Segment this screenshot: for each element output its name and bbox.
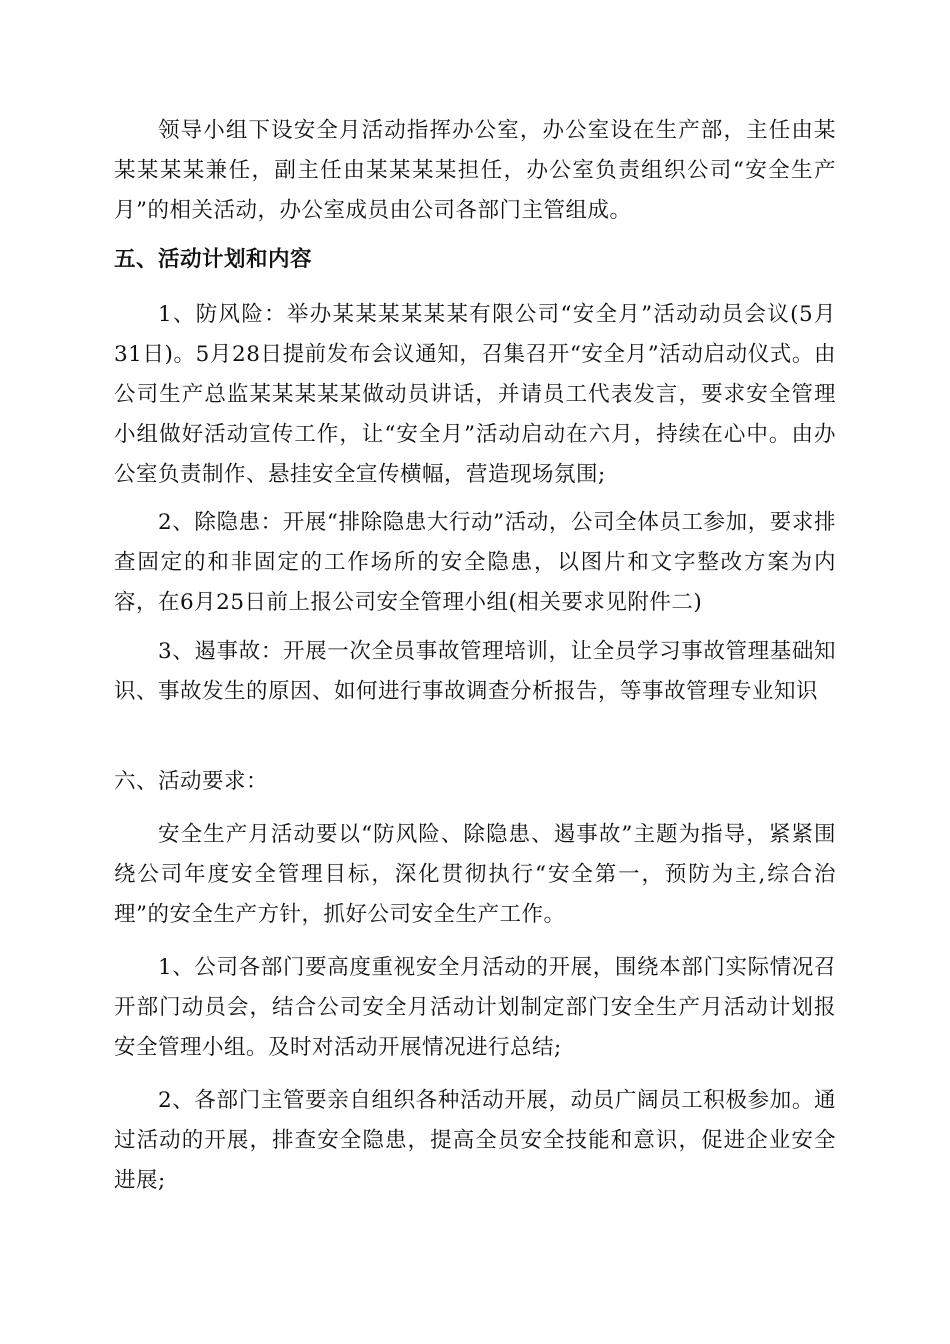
paragraph-remove-hazards: 2、除隐患：开展“排除隐患大行动”活动，公司全体员工参加，要求排查固定的和非固定的工作场所的安全隐患，以图片和文字整改方案为内容，在6月25日前上报公司安全管理小组(相关要求见附件二) (114, 510, 836, 615)
paragraph-department-attention: 1、公司各部门要高度重视安全月活动的开展，围绕本部门实际情况召开部门动员会，结合公司安全月活动计划制定部门安全生产月活动计划报安全管理小组。及时对活动开展情况进行总结; (114, 955, 836, 1060)
section-heading-requirements: 六、活动要求： (114, 769, 269, 794)
section-heading-activity-plan: 五、活动计划和内容 (114, 247, 313, 272)
paragraph-office-setup: 领导小组下设安全月活动指挥办公室，办公室设在生产部，主任由某某某某某兼任，副主任由某某某某担任，办公室负责组织公司“安全生产月”的相关活动，办公室成员由公司各部门主管组成。 (114, 118, 836, 223)
paragraph-supervisor-organize: 2、各部门主管要亲自组织各种活动开展，动员广阔员工积极参加。通过活动的开展，排查安全隐患，提高全员安全技能和意识，促进企业安全进展; (114, 1088, 836, 1193)
paragraph-curb-accidents: 3、遏事故：开展一次全员事故管理培训，让全员学习事故管理基础知识、事故发生的原因、如何进行事故调查分析报告，等事故管理专业知识 (114, 639, 836, 704)
paragraph-safety-month-guidance: 安全生产月活动要以“防风险、除隐患、遏事故”主题为指导，紧紧围绕公司年度安全管理目标，深化贯彻执行“安全第一，预防为主,综合治理”的安全生产方针，抓好公司安全生产工作。 (114, 822, 836, 927)
paragraph-prevent-risk: 1、防风险：举办某某某某某某有限公司“安全月”活动动员会议(5月31日)。5月28日提前发布会议通知，召集召开“安全月”活动启动仪式。由公司生产总监某某某某某做动员讲话，并请员工代表发言，要求安全管理小组做好活动宣传工作，让“安全月”活动启动在六月，持续在心中。由办公室负责制作、悬挂安全宣传横幅，营造现场氛围; (114, 302, 836, 487)
